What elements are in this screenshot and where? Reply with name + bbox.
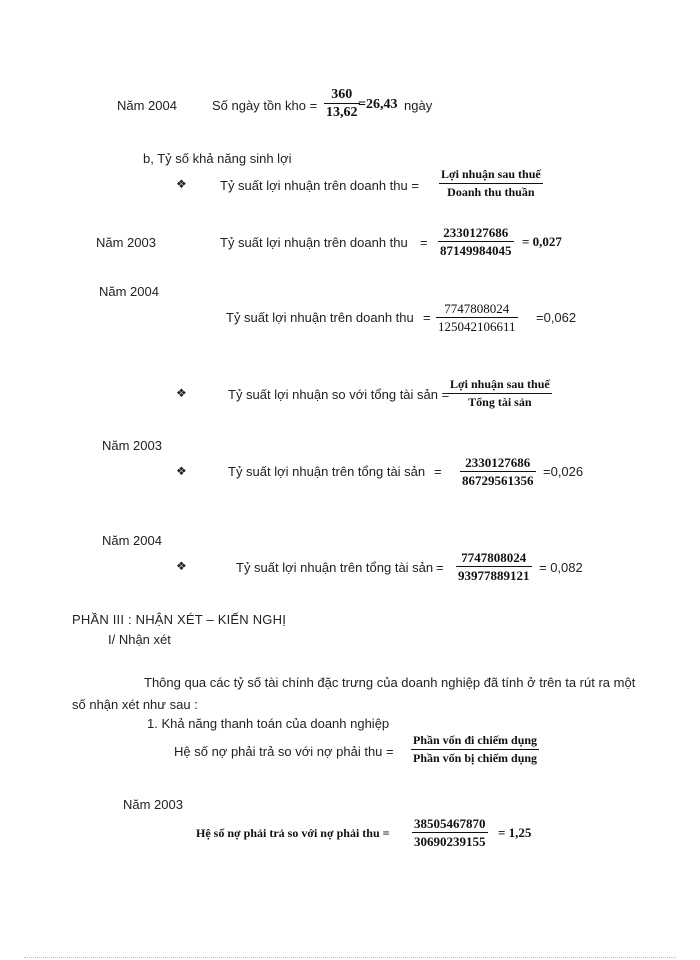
ratio-label: Tỷ suất lợi nhuận trên doanh thu: [220, 235, 408, 250]
formula-fraction: [448, 376, 552, 411]
paragraph: Thông qua các tỷ số tài chính đặc trưng của doanh nghiệp đã tính ở trên ta rút ra một số nhận xét như sau :: [72, 675, 636, 712]
unit-label: ngày: [404, 98, 433, 113]
numerator: 2330127686: [465, 455, 531, 470]
numerator: Phần vốn đi chiếm dụng: [413, 733, 538, 747]
year-label: Năm 2004: [99, 284, 159, 299]
bullet-diamond-icon: ❖: [176, 464, 187, 478]
numerator: 360: [331, 87, 353, 102]
ratio-label: Tỷ suất lợi nhuận trên tổng tài sản: [236, 560, 434, 575]
numerator: 7747808024: [444, 301, 510, 316]
denominator: 87149984045: [440, 243, 512, 258]
denominator: Doanh thu thuần: [447, 185, 535, 199]
subsection-heading: I/ Nhận xét: [108, 632, 171, 647]
denominator: Phần vốn bị chiếm dụng: [413, 751, 538, 765]
ratio-fraction: [436, 300, 518, 335]
page-bottom-rule: [24, 957, 676, 958]
equals-sign: =: [434, 464, 442, 479]
year-label: Năm 2003: [123, 797, 183, 812]
numerator: Lợi nhuận sau thuế: [450, 377, 550, 391]
ratio-result: = 0,082: [539, 560, 583, 575]
ratio-result: =0,026: [543, 464, 584, 479]
equals-sign: =: [423, 310, 431, 325]
ratio-label: Hệ số nợ phải trả so với nợ phải thu =: [196, 826, 390, 840]
numerator: 38505467870: [414, 816, 486, 831]
denominator: 13,62: [326, 105, 358, 120]
ratio-fraction: [412, 815, 488, 850]
ratio-result: =0,062: [536, 310, 577, 325]
ratio-result: = 0,027: [522, 234, 562, 249]
denominator: 93977889121: [458, 568, 530, 583]
inventory-fraction: [324, 86, 360, 121]
ratio-fraction: [438, 224, 514, 259]
formula-label: Hệ số nợ phải trả so với nợ phải thu =: [174, 744, 394, 759]
year-label: Năm 2004: [102, 533, 162, 548]
ratio-label: Tỷ suất lợi nhuận trên doanh thu: [226, 310, 414, 325]
bullet-diamond-icon: ❖: [176, 559, 187, 573]
formula-label: Tỷ suất lợi nhuận trên doanh thu =: [220, 178, 419, 193]
numerator: 7747808024: [461, 550, 527, 565]
formula-fraction: [411, 732, 539, 767]
equals-sign: =: [420, 235, 428, 250]
year-label: Năm 2004: [117, 98, 177, 113]
inventory-days-label: Số ngày tồn kho =: [212, 98, 318, 113]
denominator: Tổng tài sản: [468, 395, 532, 409]
list-item: 1. Khả năng thanh toán của doanh nghiệp: [147, 716, 390, 731]
equals-sign: =: [436, 560, 444, 575]
inventory-result: =26,43: [358, 97, 398, 112]
denominator: 125042106611: [438, 319, 516, 334]
numerator: Lợi nhuận sau thuế: [441, 167, 541, 181]
year-label: Năm 2003: [102, 438, 162, 453]
denominator: 30690239155: [414, 834, 486, 849]
numerator: 2330127686: [443, 225, 509, 240]
ratio-label: Tỷ suất lợi nhuận trên tổng tài sản: [228, 464, 426, 479]
section-heading: b, Tỷ số khả năng sinh lợi: [143, 151, 292, 166]
denominator: 86729561356: [462, 473, 534, 488]
part-heading: PHẦN III : NHẬN XÉT – KIẾN NGHỊ: [72, 612, 287, 627]
ratio-fraction: [456, 549, 532, 584]
year-label: Năm 2003: [96, 235, 156, 250]
bullet-diamond-icon: ❖: [176, 386, 187, 400]
formula-label: Tỷ suất lợi nhuận so với tổng tài sản =: [228, 387, 450, 402]
bullet-diamond-icon: ❖: [176, 177, 187, 191]
ratio-result: = 1,25: [498, 825, 532, 840]
formula-fraction: [439, 166, 543, 201]
ratio-fraction: [460, 454, 536, 489]
